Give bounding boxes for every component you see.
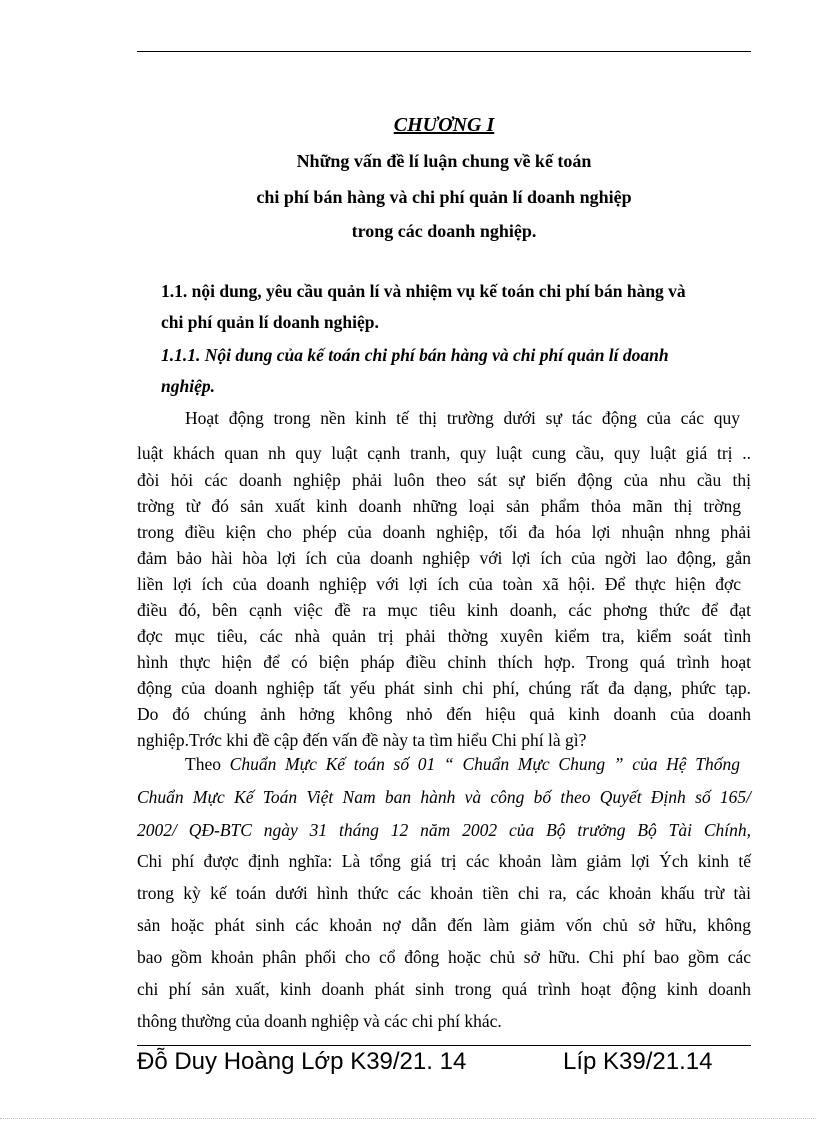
paragraph-1-line: trong điều kiện cho phép của doanh nghiệp, tối đa hóa lợi nhuận nhng phải — [137, 522, 751, 542]
paragraph-1-line: động của doanh nghiệp tất yếu phát sinh chi phí, chúng rất đa dạng, phức tạp. — [137, 678, 751, 698]
chapter-heading: CHƯƠNG I — [393, 114, 495, 136]
footer-author: Đỗ Duy Hoàng Lớp K39/21. 14 — [137, 1048, 467, 1075]
paragraph-2-lead: Theo — [185, 754, 230, 774]
chapter-title-line-1: Những vấn đề lí luận chung về kế toán — [296, 151, 592, 171]
paragraph-2-line-1 — [185, 754, 740, 775]
paragraph-2-line-3: 2002/ QĐ-BTC ngày 31 tháng 12 năm 2002 của Bộ trưởng Bộ Tài Chính, — [137, 820, 751, 840]
paragraph-1-line: Hoạt động trong nền kinh tế thị trường dưới sự tác động của các quy — [185, 408, 740, 428]
paragraph-1-line: hình thực hiện để có biện pháp điều chỉnh thích hợp. Trong quá trình hoạt — [137, 652, 751, 672]
paragraph-1-line: đòi hỏi các doanh nghiệp phải luôn theo sát sự biến động của nhu cầu thị — [137, 470, 751, 490]
paragraph-2-line: sản hoặc phát sinh các khoản nợ dẫn đến làm giảm vốn chủ sở hữu, không — [137, 915, 751, 935]
paragraph-2-line: chi phí sản xuất, kinh doanh phát sinh trong quá trình hoạt động kinh doanh — [137, 979, 751, 999]
paragraph-2-line: thông thường của doanh nghiệp và các chi phí khác. — [137, 1011, 502, 1031]
section-1-1-heading-line-2: chi phí quản lí doanh nghiệp. — [161, 312, 379, 332]
paragraph-2-line: bao gồm khoản phân phối cho cổ đông hoặc chủ sở hữu. Chi phí bao gồm các — [137, 947, 751, 967]
section-1-1-1-heading-line-1: 1.1.1. Nội dung của kế toán chi phí bán hàng và chi phí quản lí doanh — [161, 345, 669, 365]
page-bottom-dotted-line — [0, 1118, 816, 1119]
header-rule — [137, 51, 751, 52]
footer-rule — [137, 1045, 751, 1046]
section-1-1-heading-line-1: 1.1. nội dung, yêu cầu quản lí và nhiệm vụ kế toán chi phí bán hàng và — [161, 281, 686, 301]
paragraph-1-line: luật khách quan nh quy luật cạnh tranh, quy luật cung cầu, quy luật giá trị .. — [137, 443, 751, 463]
section-1-1-1-heading-line-2: nghiệp. — [161, 376, 215, 396]
paragraph-1-line: đợc mục tiêu, các nhà quản trị phải thờng xuyên kiểm tra, kiểm soát tình — [137, 626, 751, 646]
paragraph-1-line: trờng từ đó sản xuất kinh doanh những loại sản phẩm thỏa mãn thị trờng — [137, 496, 741, 516]
paragraph-1-line: điều đó, bên cạnh việc đề ra mục tiêu kinh doanh, các phơng thức để đạt — [137, 600, 751, 620]
chapter-title-line-3: trong các doanh nghiệp. — [351, 221, 537, 241]
paragraph-1-line: liền lợi ích của doanh nghiệp với lợi ích của toàn xã hội. Để thực hiện đợc — [137, 574, 741, 594]
paragraph-1-line: Do đó chúng ảnh hởng không nhỏ đến hiệu quả kinh doanh của doanh — [137, 704, 751, 724]
paragraph-1-line: nghiệp.Trớc khi đề cập đến vấn đề này ta tìm hiểu Chi phí là gì? — [137, 730, 587, 750]
paragraph-2-line: Chi phí được định nghĩa: Là tổng giá trị các khoản làm giảm lợi Ých kinh tế — [137, 851, 751, 871]
paragraph-2-line: trong kỳ kế toán dưới hình thức các khoản tiền chi ra, các khoản khấu trừ tài — [137, 883, 751, 903]
standard-reference: Chuẩn Mực Kế toán số 01 “ Chuẩn Mực Chung ” của Hệ Thống — [229, 754, 740, 774]
paragraph-1-line: đảm bảo hài hòa lợi ích của doanh nghiệp với lợi ích của ngời lao động, gắn — [137, 548, 751, 568]
footer-class: Líp K39/21.14 — [563, 1048, 713, 1075]
paragraph-2-line-2: Chuẩn Mực Kế Toán Việt Nam ban hành và công bố theo Quyết Định số 165/ — [137, 787, 751, 807]
chapter-title-line-2: chi phí bán hàng và chi phí quản lí doanh nghiệp — [256, 187, 632, 207]
